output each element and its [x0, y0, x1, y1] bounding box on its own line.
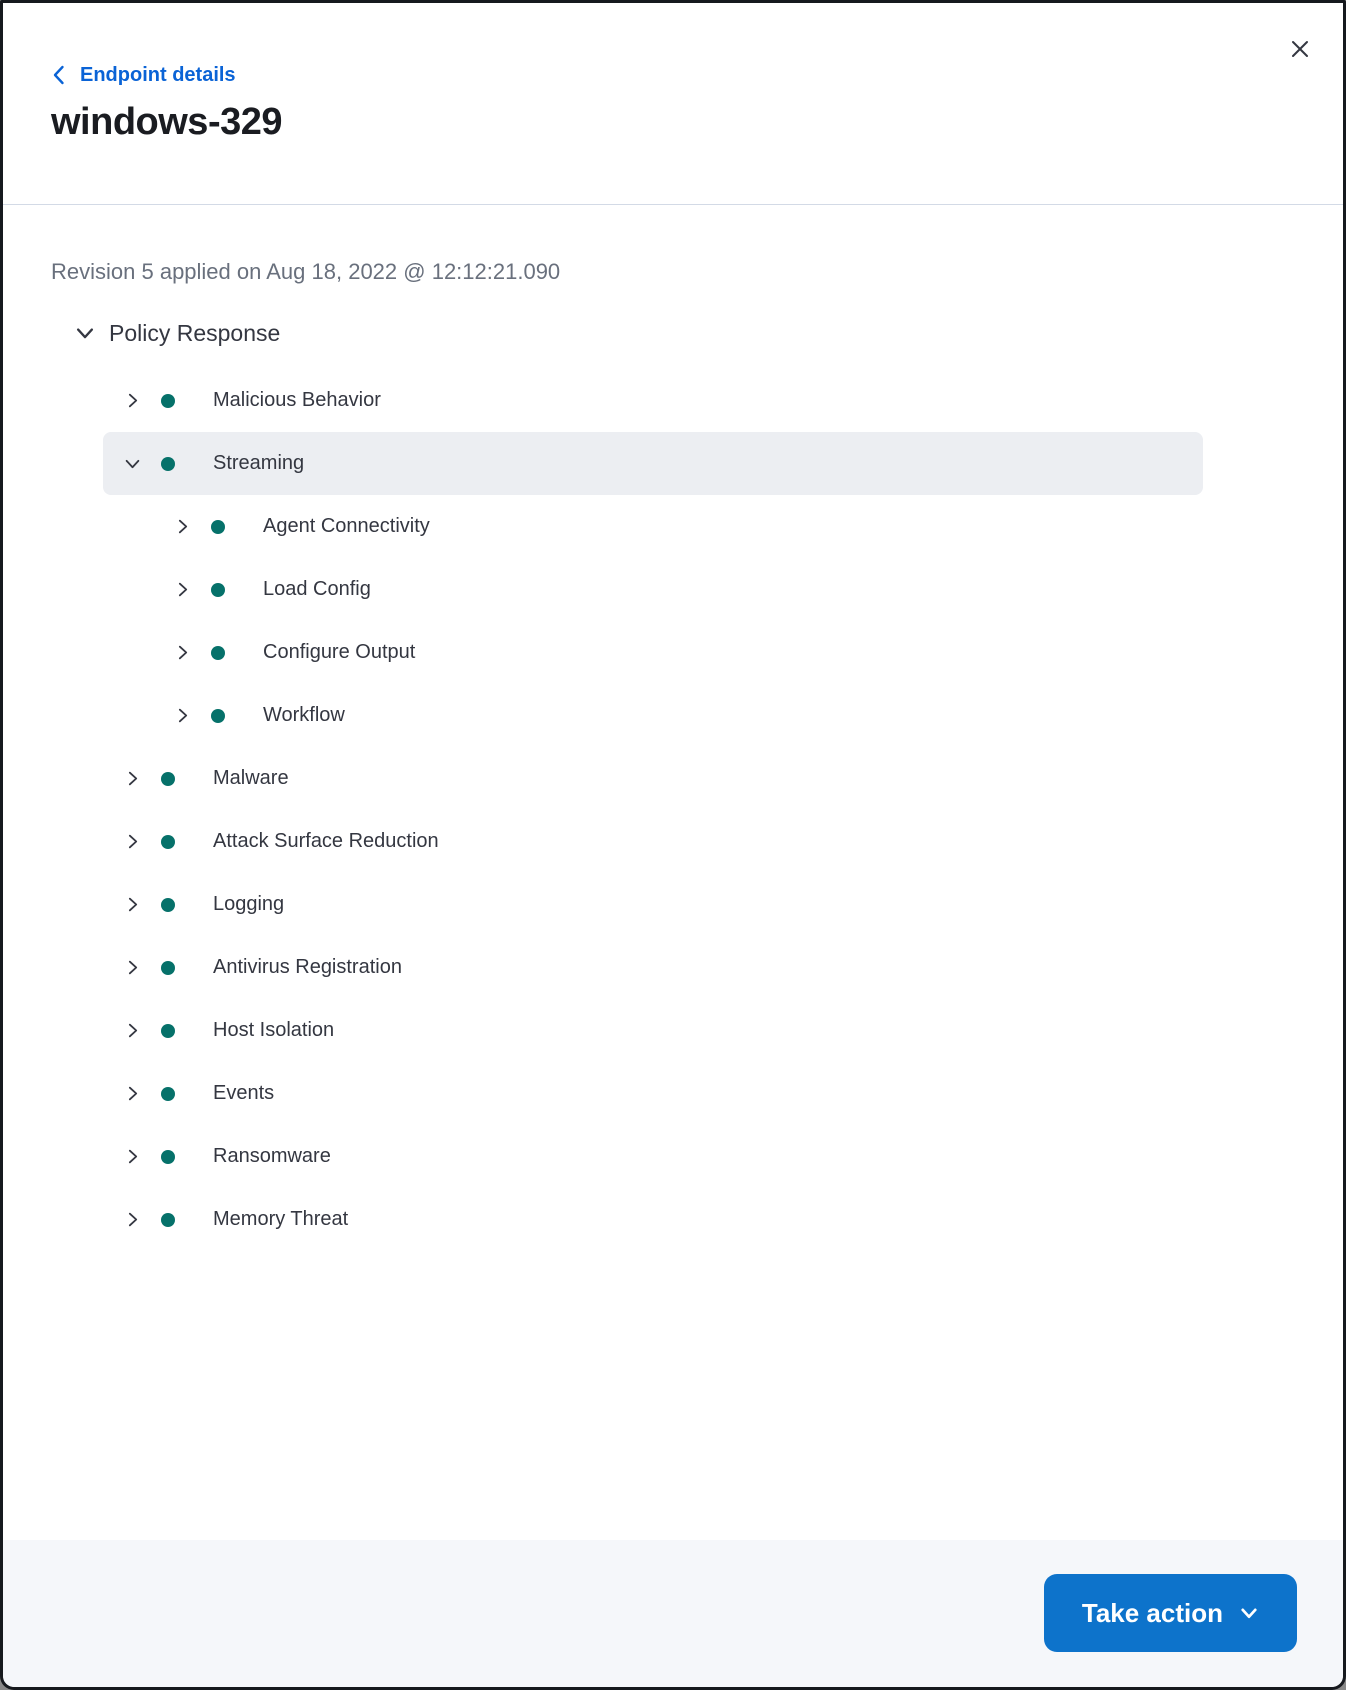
tree-item-label: Attack Surface Reduction	[213, 830, 439, 852]
back-to-endpoint-details-link[interactable]	[51, 62, 236, 88]
tree-root-policy-response[interactable]	[51, 308, 1295, 358]
tree-item-label: Host Isolation	[213, 1019, 335, 1041]
chevron-right-icon	[123, 392, 141, 410]
header-divider	[3, 204, 1343, 205]
tree-item-label: Memory Threat	[213, 1208, 349, 1230]
status-dot-icon	[161, 457, 175, 471]
status-dot-icon	[211, 646, 225, 660]
take-action-button[interactable]	[1044, 1574, 1297, 1652]
policy-tree-item[interactable]	[103, 432, 1203, 495]
policy-tree-item[interactable]	[103, 495, 1203, 558]
status-dot-icon	[161, 898, 175, 912]
chevron-down-icon	[123, 455, 141, 473]
revision-status-text: Revision 5 applied on Aug 18, 2022 @ 12:12:21.090	[51, 259, 561, 284]
policy-tree-item[interactable]	[103, 1188, 1203, 1251]
back-link-label: Endpoint details	[80, 64, 236, 86]
tree-item-label: Load Config	[263, 578, 371, 600]
tree-item-label: Events	[213, 1082, 275, 1104]
chevron-left-icon	[51, 64, 66, 86]
status-dot-icon	[161, 772, 175, 786]
chevron-right-icon	[173, 518, 191, 536]
tree-item-label: Logging	[213, 893, 285, 915]
flyout-footer	[3, 1540, 1343, 1687]
chevron-right-icon	[173, 581, 191, 599]
chevron-right-icon	[123, 959, 141, 977]
policy-response-tree	[51, 308, 1295, 1251]
tree-item-label: Ransomware	[213, 1145, 331, 1167]
chevron-right-icon	[173, 707, 191, 725]
close-icon[interactable]	[1283, 32, 1317, 66]
status-dot-icon	[211, 709, 225, 723]
status-dot-icon	[161, 835, 175, 849]
policy-tree-item[interactable]	[103, 999, 1203, 1062]
chevron-right-icon	[123, 1022, 141, 1040]
tree-item-label: Malware	[213, 767, 289, 789]
chevron-right-icon	[123, 833, 141, 851]
policy-tree-item[interactable]	[103, 621, 1203, 684]
tree-item-label: Antivirus Registration	[213, 956, 402, 978]
status-dot-icon	[161, 394, 175, 408]
chevron-down-icon	[73, 322, 97, 344]
chevron-right-icon	[123, 1148, 141, 1166]
policy-tree-item[interactable]	[103, 747, 1203, 810]
policy-tree-item[interactable]	[103, 1062, 1203, 1125]
chevron-right-icon	[123, 1211, 141, 1229]
status-dot-icon	[211, 520, 225, 534]
tree-item-label: Agent Connectivity	[263, 515, 430, 537]
tree-item-label: Configure Output	[263, 641, 416, 663]
status-dot-icon	[161, 1213, 175, 1227]
policy-tree-item[interactable]	[103, 558, 1203, 621]
page-title: windows-329	[51, 101, 282, 143]
chevron-right-icon	[123, 896, 141, 914]
tree-item-label: Streaming	[213, 452, 305, 474]
tree-item-label: Workflow	[263, 704, 345, 726]
tree-root-label: Policy Response	[109, 319, 281, 346]
status-dot-icon	[161, 1087, 175, 1101]
flyout-body	[3, 257, 1343, 1251]
chevron-down-icon	[1239, 1603, 1259, 1623]
flyout-header	[3, 3, 1343, 144]
policy-tree-item[interactable]	[103, 1125, 1203, 1188]
policy-tree-item[interactable]	[103, 936, 1203, 999]
policy-tree-item[interactable]	[103, 810, 1203, 873]
status-dot-icon	[161, 1024, 175, 1038]
status-dot-icon	[161, 961, 175, 975]
tree-item-label: Malicious Behavior	[213, 389, 381, 411]
chevron-right-icon	[173, 644, 191, 662]
status-dot-icon	[161, 1150, 175, 1164]
policy-tree-item[interactable]	[103, 873, 1203, 936]
policy-tree-item[interactable]	[103, 369, 1203, 432]
status-dot-icon	[211, 583, 225, 597]
policy-tree-item[interactable]	[103, 684, 1203, 747]
tree-items	[51, 369, 1295, 1251]
chevron-right-icon	[123, 1085, 141, 1103]
take-action-label: Take action	[1081, 1597, 1223, 1628]
chevron-right-icon	[123, 770, 141, 788]
